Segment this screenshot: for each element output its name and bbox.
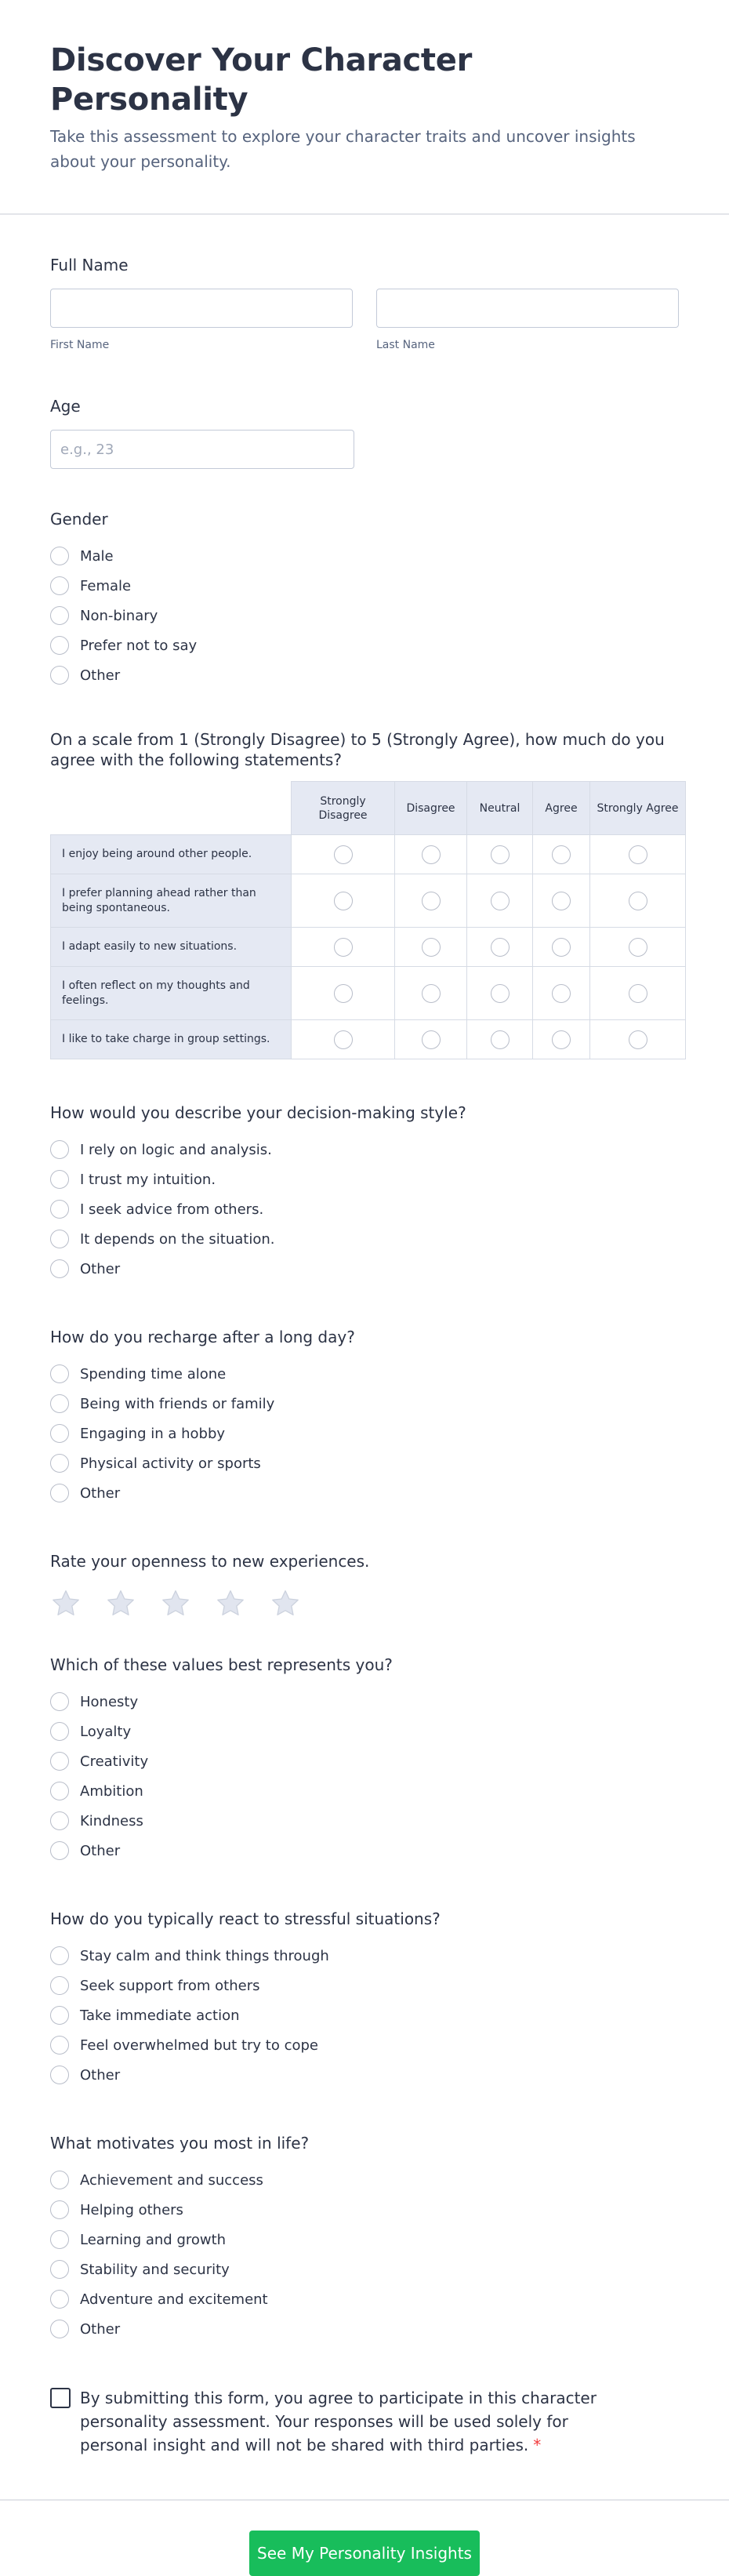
- age-section: [50, 395, 679, 469]
- values-section: [50, 1654, 679, 1866]
- radio-button[interactable]: [50, 1424, 69, 1443]
- matrix-radio-button[interactable]: [552, 1030, 571, 1049]
- matrix-cell: [590, 928, 686, 967]
- matrix-radio-button[interactable]: [334, 938, 353, 957]
- star-icon[interactable]: [105, 1588, 136, 1619]
- matrix-cell: [590, 835, 686, 874]
- matrix-cell: [292, 928, 395, 967]
- decision-section: [50, 1102, 679, 1284]
- radio-button[interactable]: [50, 2230, 69, 2249]
- option-label: I seek advice from others.: [80, 1201, 264, 1218]
- matrix-radio-button[interactable]: [422, 984, 441, 1003]
- form-header: [0, 0, 729, 215]
- matrix-radio-button[interactable]: [629, 892, 647, 910]
- matrix-radio-button[interactable]: [491, 845, 510, 864]
- matrix-column-header: Strongly Agree: [590, 782, 686, 835]
- openness-rating: [50, 1588, 679, 1619]
- radio-button[interactable]: [50, 1484, 69, 1502]
- radio-button[interactable]: [50, 2290, 69, 2309]
- decision-option[interactable]: [50, 1135, 679, 1164]
- agreement-matrix: [50, 781, 686, 1059]
- option-label: Engaging in a hobby: [80, 1425, 226, 1442]
- star-icon[interactable]: [50, 1588, 82, 1619]
- matrix-row-label: I prefer planning ahead rather than being spontaneous.: [51, 874, 292, 928]
- matrix-radio-button[interactable]: [552, 845, 571, 864]
- option-label: Kindness: [80, 1812, 143, 1829]
- values-option[interactable]: [50, 1746, 679, 1776]
- option-label: Male: [80, 547, 114, 565]
- matrix-cell: [467, 1020, 533, 1059]
- matrix-column-header: Neutral: [467, 782, 533, 835]
- recharge-option[interactable]: [50, 1478, 679, 1508]
- matrix-section: [50, 729, 679, 1059]
- last-name-sublabel: Last Name: [376, 339, 435, 351]
- openness-section: [50, 1550, 679, 1619]
- matrix-row: [51, 835, 686, 874]
- radio-button[interactable]: [50, 1230, 69, 1248]
- motivation-option[interactable]: [50, 2284, 679, 2314]
- option-label: Other: [80, 1842, 121, 1859]
- motivation-option[interactable]: [50, 2254, 679, 2284]
- option-label: Spending time alone: [80, 1365, 227, 1382]
- option-label: Seek support from others: [80, 1977, 260, 1994]
- first-name-sublabel: First Name: [50, 339, 110, 351]
- first-name-input[interactable]: [50, 289, 353, 328]
- matrix-cell: [533, 835, 590, 874]
- motivation-section: [50, 2132, 679, 2344]
- matrix-row-label: I like to take charge in group settings.: [51, 1020, 292, 1059]
- motivation-option[interactable]: [50, 2195, 679, 2225]
- decision-option[interactable]: [50, 1224, 679, 1254]
- option-label: Other: [80, 1260, 121, 1277]
- option-label: Stability and security: [80, 2261, 230, 2278]
- radio-button[interactable]: [50, 2171, 69, 2189]
- matrix-cell: [533, 928, 590, 967]
- matrix-radio-button[interactable]: [629, 984, 647, 1003]
- option-label: It depends on the situation.: [80, 1230, 275, 1248]
- matrix-radio-button[interactable]: [629, 938, 647, 957]
- values-option[interactable]: [50, 1717, 679, 1746]
- matrix-column-header: Disagree: [395, 782, 467, 835]
- decision-label: How would you describe your decision-making style?: [50, 1103, 466, 1122]
- page-description: Take this assessment to explore your character traits and uncover insights about your personality.: [50, 127, 636, 171]
- radio-button[interactable]: [50, 1811, 69, 1830]
- matrix-row-label: I often reflect on my thoughts and feelings.: [51, 967, 292, 1020]
- stress-option[interactable]: [50, 1971, 679, 2000]
- radio-button[interactable]: [50, 1782, 69, 1800]
- option-label: Learning and growth: [80, 2231, 227, 2248]
- matrix-radio-button[interactable]: [422, 1030, 441, 1049]
- radio-button[interactable]: [50, 2036, 69, 2055]
- form-body: [0, 215, 729, 2457]
- option-label: Non-binary: [80, 607, 158, 624]
- radio-button[interactable]: [50, 1200, 69, 1219]
- gender-option[interactable]: [50, 660, 679, 690]
- full-name-label: Full Name: [50, 256, 129, 274]
- radio-button[interactable]: [50, 1259, 69, 1278]
- radio-button[interactable]: [50, 1692, 69, 1711]
- matrix-radio-button[interactable]: [491, 1030, 510, 1049]
- matrix-radio-button[interactable]: [334, 1030, 353, 1049]
- matrix-radio-button[interactable]: [629, 845, 647, 864]
- matrix-row: [51, 874, 686, 928]
- radio-button[interactable]: [50, 1752, 69, 1771]
- option-label: Achievement and success: [80, 2171, 263, 2189]
- matrix-cell: [292, 835, 395, 874]
- matrix-label: On a scale from 1 (Strongly Disagree) to 5 (Strongly Agree), how much do you agree with the following statements?: [50, 730, 665, 769]
- radio-button[interactable]: [50, 2200, 69, 2219]
- matrix-radio-button[interactable]: [629, 1030, 647, 1049]
- matrix-cell: [395, 835, 467, 874]
- matrix-cell: [467, 835, 533, 874]
- values-options: [50, 1687, 679, 1866]
- matrix-cell: [533, 967, 590, 1020]
- stress-section: [50, 1908, 679, 2090]
- matrix-row: [51, 928, 686, 967]
- option-label: Being with friends or family: [80, 1395, 275, 1412]
- motivation-option[interactable]: [50, 2314, 679, 2344]
- matrix-cell: [467, 874, 533, 928]
- matrix-radio-button[interactable]: [422, 845, 441, 864]
- decision-option[interactable]: [50, 1194, 679, 1224]
- matrix-cell: [590, 1020, 686, 1059]
- matrix-cell: [395, 1020, 467, 1059]
- radio-button[interactable]: [50, 576, 69, 595]
- age-label: Age: [50, 397, 81, 416]
- option-label: Honesty: [80, 1693, 139, 1710]
- matrix-corner: [51, 782, 292, 835]
- option-label: Female: [80, 577, 132, 594]
- consent-row: [50, 2386, 679, 2457]
- matrix-column-header: Agree: [533, 782, 590, 835]
- option-label: Helping others: [80, 2201, 183, 2218]
- recharge-option[interactable]: [50, 1359, 679, 1389]
- values-option[interactable]: [50, 1836, 679, 1866]
- radio-button[interactable]: [50, 1946, 69, 1965]
- option-label: Loyalty: [80, 1723, 132, 1740]
- matrix-cell: [467, 928, 533, 967]
- matrix-cell: [533, 874, 590, 928]
- radio-button[interactable]: [50, 1976, 69, 1995]
- stress-option[interactable]: [50, 2000, 679, 2030]
- star-icon[interactable]: [215, 1588, 246, 1619]
- option-label: Feel overwhelmed but try to cope: [80, 2036, 318, 2054]
- gender-option[interactable]: [50, 630, 679, 660]
- recharge-label: How do you recharge after a long day?: [50, 1328, 355, 1346]
- age-input[interactable]: [50, 430, 354, 469]
- matrix-radio-button[interactable]: [422, 892, 441, 910]
- matrix-radio-button[interactable]: [491, 938, 510, 957]
- matrix-cell: [395, 874, 467, 928]
- matrix-cell: [395, 967, 467, 1020]
- gender-section: [50, 508, 679, 690]
- decision-option[interactable]: [50, 1254, 679, 1284]
- gender-options: [50, 541, 679, 690]
- matrix-row: [51, 967, 686, 1020]
- option-label: Other: [80, 2066, 121, 2084]
- motivation-option[interactable]: [50, 2225, 679, 2254]
- radio-button[interactable]: [50, 2006, 69, 2025]
- option-label: Creativity: [80, 1753, 149, 1770]
- stress-option[interactable]: [50, 2030, 679, 2060]
- radio-button[interactable]: [50, 1722, 69, 1741]
- matrix-column-header: Strongly Disagree: [292, 782, 395, 835]
- radio-button[interactable]: [50, 1841, 69, 1860]
- page-title: Discover Your Character Personality: [50, 42, 473, 118]
- matrix-radio-button[interactable]: [334, 984, 353, 1003]
- option-label: Ambition: [80, 1782, 143, 1800]
- star-icon[interactable]: [270, 1588, 301, 1619]
- matrix-cell: [467, 967, 533, 1020]
- option-label: Prefer not to say: [80, 637, 198, 654]
- option-label: Stay calm and think things through: [80, 1947, 329, 1964]
- radio-button[interactable]: [50, 1170, 69, 1189]
- option-label: Other: [80, 2320, 121, 2338]
- matrix-cell: [533, 1020, 590, 1059]
- motivation-option[interactable]: [50, 2165, 679, 2195]
- gender-label: Gender: [50, 510, 108, 529]
- matrix-radio-button[interactable]: [552, 984, 571, 1003]
- required-mark: *: [533, 2436, 542, 2454]
- radio-button[interactable]: [50, 2320, 69, 2338]
- radio-button[interactable]: [50, 1454, 69, 1473]
- recharge-options: [50, 1359, 679, 1508]
- values-option[interactable]: [50, 1687, 679, 1717]
- matrix-radio-button[interactable]: [422, 938, 441, 957]
- recharge-option[interactable]: [50, 1419, 679, 1448]
- option-label: I rely on logic and analysis.: [80, 1141, 272, 1158]
- matrix-cell: [292, 1020, 395, 1059]
- option-label: Adventure and excitement: [80, 2291, 268, 2308]
- option-label: Other: [80, 667, 121, 684]
- gender-option[interactable]: [50, 541, 679, 571]
- form-footer: [0, 2499, 729, 2576]
- matrix-radio-button[interactable]: [491, 892, 510, 910]
- radio-button[interactable]: [50, 2066, 69, 2084]
- matrix-cell: [292, 967, 395, 1020]
- last-name-input[interactable]: [376, 289, 679, 328]
- openness-label: Rate your openness to new experiences.: [50, 1552, 370, 1571]
- matrix-radio-button[interactable]: [491, 984, 510, 1003]
- matrix-cell: [292, 874, 395, 928]
- motivation-label: What motivates you most in life?: [50, 2134, 310, 2153]
- option-label: Take immediate action: [80, 2007, 240, 2024]
- matrix-radio-button[interactable]: [334, 892, 353, 910]
- values-label: Which of these values best represents you?: [50, 1655, 393, 1674]
- submit-button[interactable]: See My Personality Insights: [249, 2531, 480, 2576]
- full-name-section: [50, 254, 679, 351]
- stress-option[interactable]: [50, 1941, 679, 1971]
- values-option[interactable]: [50, 1776, 679, 1806]
- values-option[interactable]: [50, 1806, 679, 1836]
- radio-button[interactable]: [50, 1140, 69, 1159]
- stress-option[interactable]: [50, 2060, 679, 2090]
- decision-option[interactable]: [50, 1164, 679, 1194]
- matrix-radio-button[interactable]: [552, 938, 571, 957]
- recharge-option[interactable]: [50, 1448, 679, 1478]
- motivation-options: [50, 2165, 679, 2344]
- radio-button[interactable]: [50, 547, 69, 565]
- decision-options: [50, 1135, 679, 1284]
- option-label: Other: [80, 1484, 121, 1502]
- matrix-row: [51, 1020, 686, 1059]
- radio-button[interactable]: [50, 1364, 69, 1383]
- gender-option[interactable]: [50, 571, 679, 601]
- gender-option[interactable]: [50, 601, 679, 630]
- option-label: Physical activity or sports: [80, 1455, 261, 1472]
- matrix-cell: [395, 928, 467, 967]
- star-icon[interactable]: [160, 1588, 191, 1619]
- consent-text-body: By submitting this form, you agree to participate in this character personality assessment. Your responses will be used solely for personal insight and will not be shared with third parties.: [80, 2389, 597, 2454]
- stress-label: How do you typically react to stressful situations?: [50, 1909, 441, 1928]
- radio-button[interactable]: [50, 606, 69, 625]
- matrix-row-label: I enjoy being around other people.: [51, 835, 292, 874]
- matrix-cell: [590, 967, 686, 1020]
- matrix-radio-button[interactable]: [334, 845, 353, 864]
- matrix-cell: [590, 874, 686, 928]
- consent-text: [80, 2386, 613, 2457]
- option-label: I trust my intuition.: [80, 1171, 216, 1188]
- recharge-section: [50, 1326, 679, 1508]
- recharge-option[interactable]: [50, 1389, 679, 1419]
- matrix-row-label: I adapt easily to new situations.: [51, 928, 292, 967]
- radio-button[interactable]: [50, 1394, 69, 1413]
- radio-button[interactable]: [50, 636, 69, 655]
- consent-checkbox[interactable]: [50, 2388, 71, 2408]
- stress-options: [50, 1941, 679, 2090]
- radio-button[interactable]: [50, 666, 69, 685]
- matrix-radio-button[interactable]: [552, 892, 571, 910]
- radio-button[interactable]: [50, 2260, 69, 2279]
